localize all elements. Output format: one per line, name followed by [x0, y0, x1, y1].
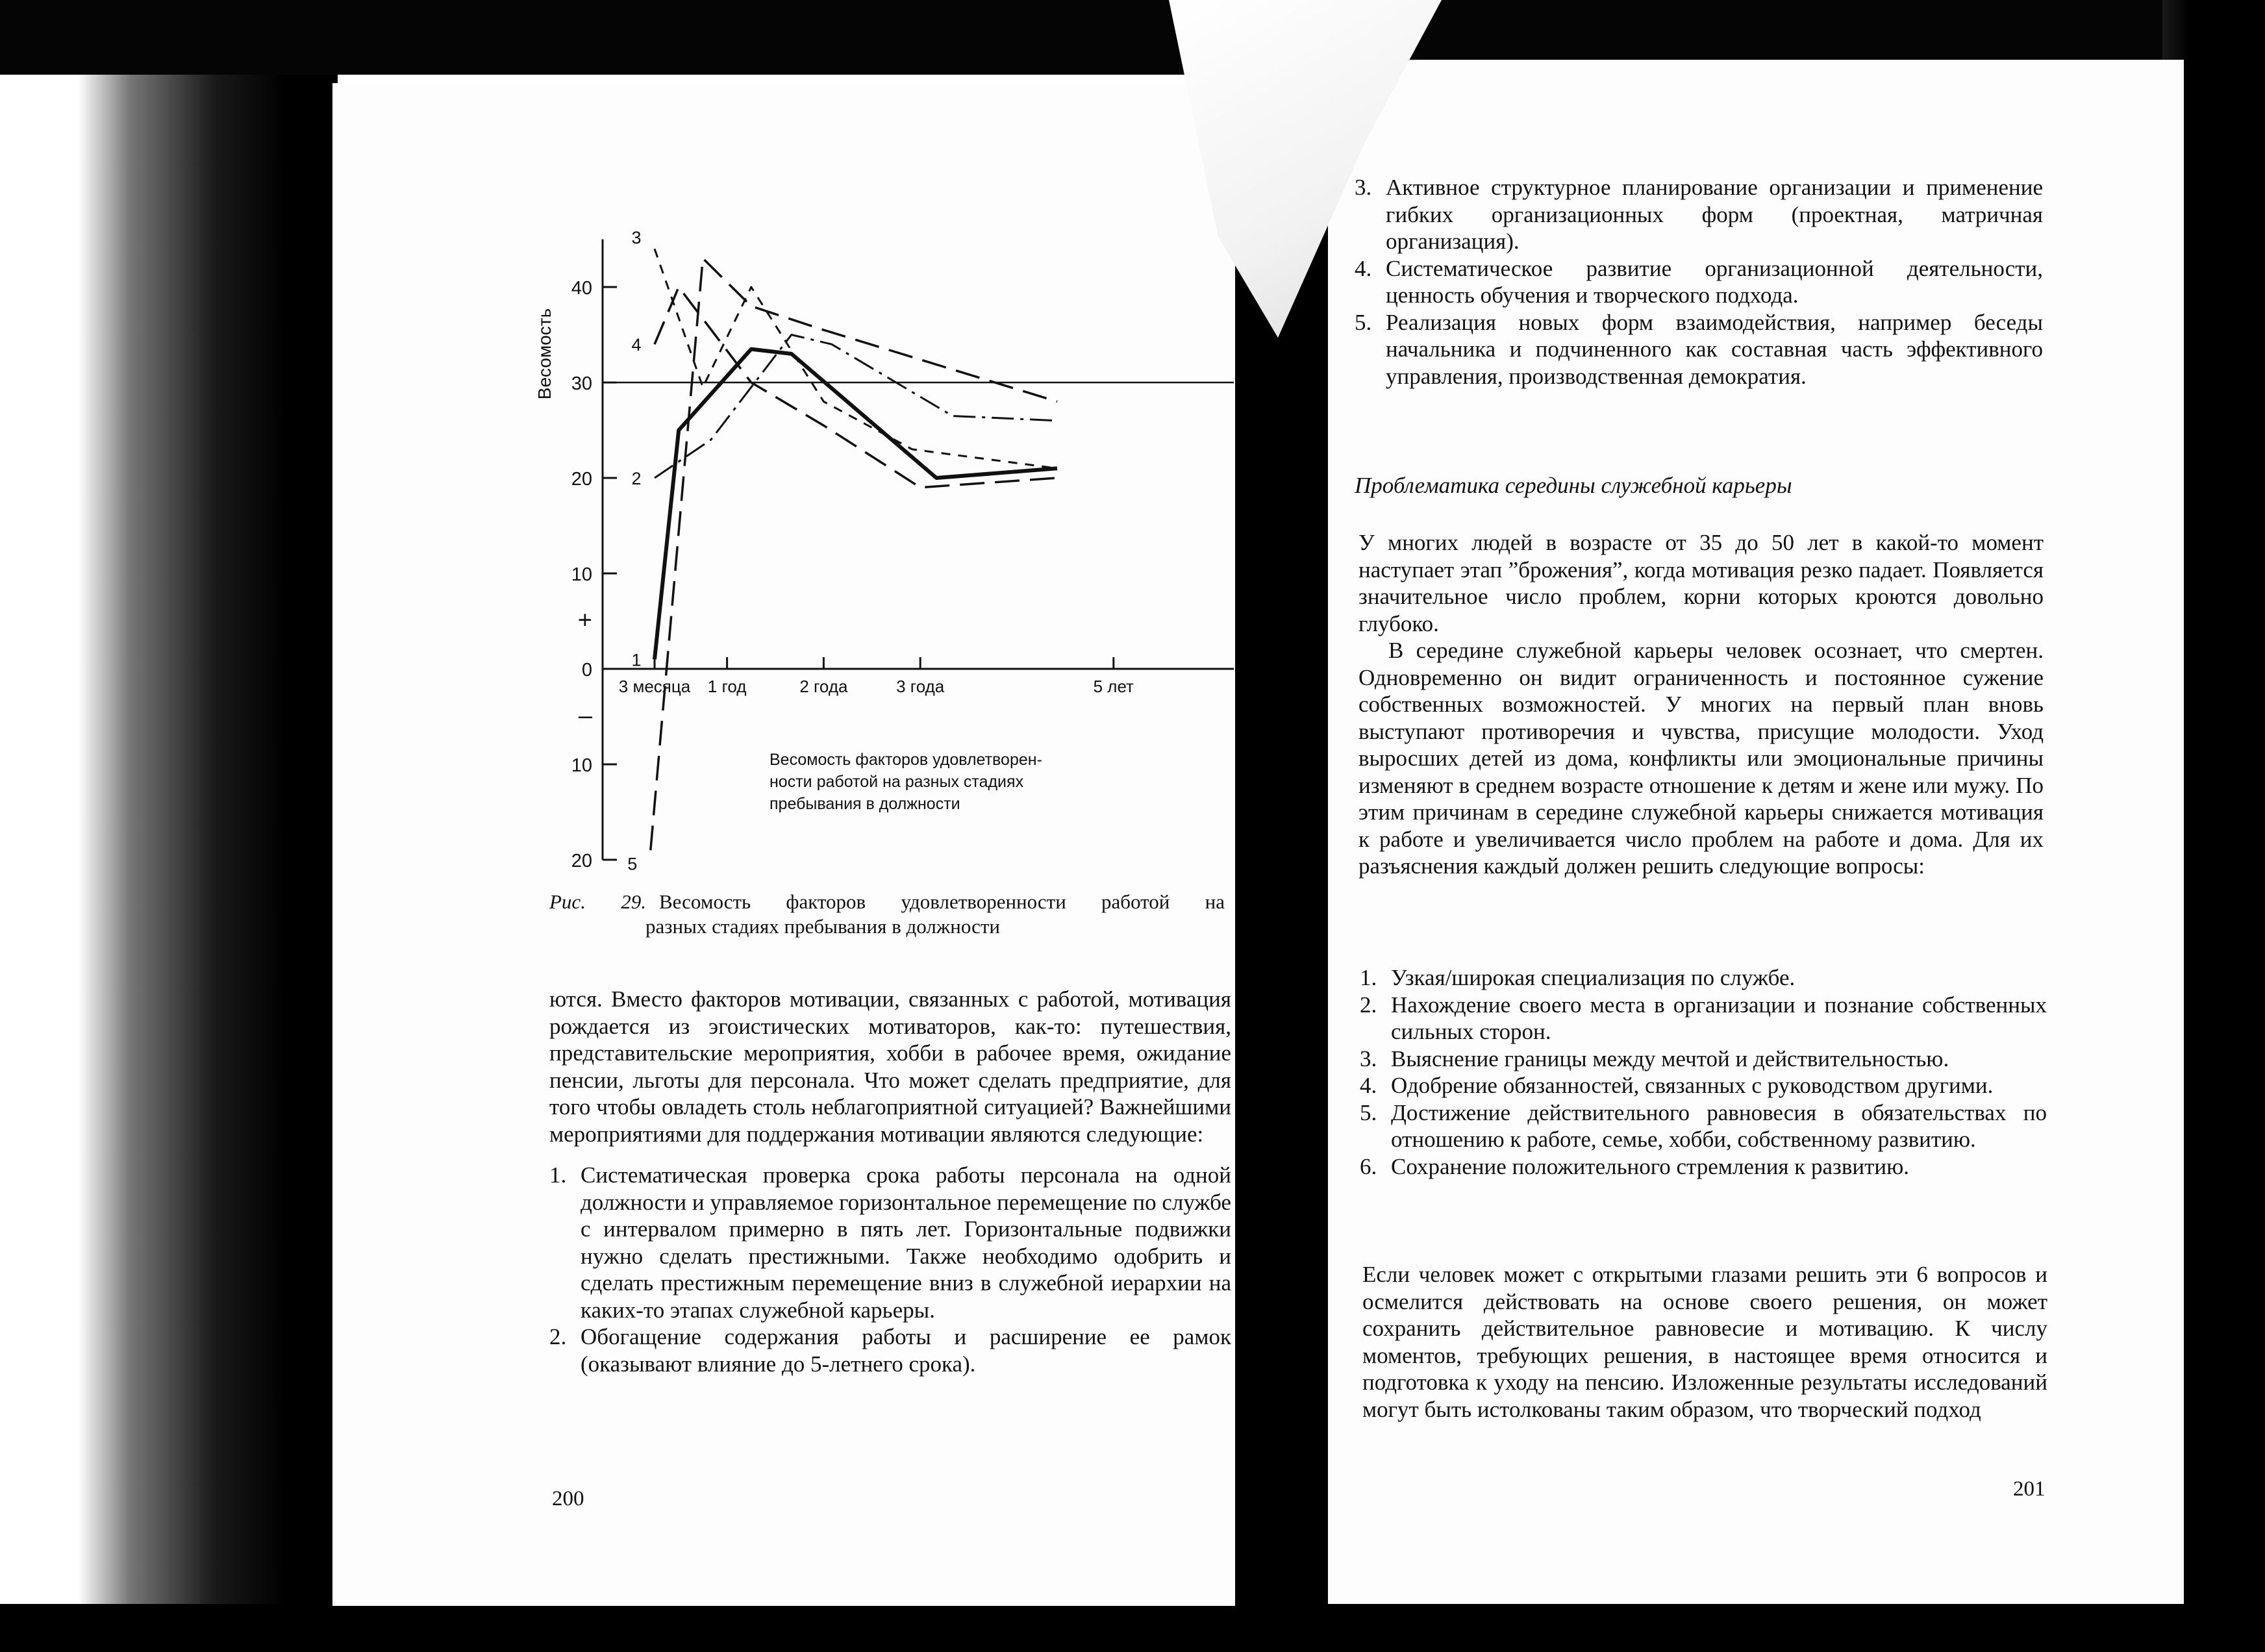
chart-series-label: 4	[631, 335, 642, 355]
list-item-number: 4.	[1355, 255, 1372, 281]
list-item-number: 5.	[1360, 1099, 1377, 1125]
chart-y-tick-label: 40	[571, 278, 592, 299]
chart-x-tick-label: 3 года	[896, 677, 945, 696]
list-item	[1355, 255, 2043, 309]
list-item	[1360, 1099, 2047, 1153]
list-item	[1360, 992, 2047, 1045]
right-questions-block	[1360, 964, 2047, 1180]
chart-series-label: 2	[631, 469, 642, 488]
satisfaction-chart	[507, 214, 1234, 877]
left-measures-list	[549, 1162, 1231, 1377]
right-closing-block	[1362, 1261, 2047, 1423]
list-item-text: Достижение действительного равновесия в обязательствах по отношению к работе, семье, хобби, собственному развитию.	[1391, 1099, 2047, 1152]
figure-caption-line-2: разных стадиях пребывания в должности	[645, 915, 1001, 938]
chart-series-label: 1	[631, 650, 642, 670]
right-measures-list	[1355, 174, 2043, 390]
list-item	[1355, 309, 2043, 390]
page-number-right: 201	[2013, 1477, 2046, 1501]
list-item	[1355, 174, 2043, 255]
list-item-text: Обогащение содержания работы и расширение ее рамок (оказывают влияние до 5-летнего срока).	[581, 1324, 1231, 1377]
list-item-number: 6.	[1360, 1153, 1377, 1179]
list-item-text: Реализация новых форм взаимодействия, например беседы начальника и подчиненного как составная часть эффективного управления, производственная демократия.	[1386, 309, 2043, 389]
list-item-number: 1.	[549, 1162, 567, 1188]
chart-x-tick-label: 2 года	[799, 677, 848, 696]
list-item-text: Нахождение своего места в организации и познание собственных сильных сторон.	[1391, 992, 2047, 1044]
list-item-text: Активное структурное планирование организации и применение гибких организационных форм (проектная, матричная организация).	[1386, 175, 2043, 254]
right-page-top-list-block	[1355, 174, 2043, 390]
list-item	[549, 1323, 1231, 1377]
left-paragraph: ются. Вместо факторов мотивации, связанных с работой, мотивация рождается из эгоистических мотиваторов, как-то: путешествия, представительские мероприятия, хобби в рабочее время, ожидание пенсии, льготы для персонала. Что может сделать предприятие, для того чтобы овладеть столь неблагоприятной ситуацией? Важнейшими мероприятиями для поддержания мотивации являются следующие:	[549, 986, 1231, 1147]
list-item	[549, 1162, 1231, 1323]
chart-y-tick-label: –	[578, 702, 592, 730]
right-paragraph-2: В середине служебной карьеры человек осознает, что смертен. Одновременно он видит ограниченность и постоянное сужение собственных возможностей. У многих на первый план вновь выступают противоречия и чувства, присущие молодости. Уход выросших детей из дома, конфликты или эмоциональные причины изменяют в среднем возрасте отношение к детям и жене или мужу. По этим причинам в середине служебной карьеры снижается мотивация к работе и увеличивается число проблем на работе и дома. Для их разъяснения каждый должен решить следующие вопросы:	[1358, 638, 2044, 879]
page-number-left: 200	[552, 1487, 584, 1510]
list-item-text: Выяснение границы между мечтой и действительностью.	[1391, 1045, 1949, 1071]
chart-y-tick-label: 30	[571, 373, 592, 394]
chart-series-label: 3	[631, 228, 642, 248]
right-page-body	[1358, 529, 2044, 880]
list-item-number: 4.	[1360, 1073, 1377, 1098]
list-item	[1360, 964, 2047, 992]
chart-legend-line-3: пребывания в должности	[770, 795, 960, 813]
section-heading: Проблематика середины служебной карьеры	[1355, 473, 1792, 498]
list-item-number: 2.	[1360, 992, 1377, 1018]
list-item	[1360, 1153, 2047, 1181]
list-item-text: Узкая/широкая специализация по службе.	[1391, 965, 1796, 990]
left-page-body	[549, 986, 1231, 1377]
chart-y-tick-label: +	[577, 607, 592, 634]
chart-x-tick-label: 3 месяца	[618, 677, 691, 696]
chart-x-tick-label: 5 лет	[1093, 677, 1134, 696]
list-item-text: Сохранение положительного стремления к развитию.	[1391, 1153, 1910, 1179]
right-paragraph-1: У многих людей в возрасте от 35 до 50 лет в какой-то момент наступает этап ”брожения”, когда мотивация резко падает. Появляется значительное число проблем, корни которых кроются довольно глубоко.	[1358, 530, 2044, 636]
list-item-number: 3.	[1355, 175, 1372, 200]
scan-shadow-left	[0, 0, 338, 1652]
list-item-text: Систематическое развитие организационной деятельности, ценность обучения и творческого подхода.	[1386, 255, 2043, 308]
list-item-number: 1.	[1360, 965, 1377, 990]
chart-y-tick-label: 10	[571, 755, 592, 776]
chart-series-label: 5	[627, 854, 638, 874]
figure-caption-line-1: Весомость факторов удовлетворенности работой на	[658, 890, 1225, 913]
chart-legend-line-2: ности работой на разных стадиях	[770, 773, 1024, 791]
scan-shadow-bottom	[0, 1604, 2265, 1652]
chart-y-tick-label: 0	[581, 660, 592, 681]
chart-series-line-2	[655, 335, 1057, 479]
chart-y-tick-label: 10	[571, 564, 592, 585]
list-item-text: Одобрение обязанностей, связанных с руководством другими.	[1391, 1073, 1994, 1098]
list-item	[1360, 1072, 2047, 1099]
chart-y-tick-label: 20	[571, 851, 592, 871]
list-item-number: 3.	[1360, 1045, 1377, 1071]
chart-legend-line-1: Весомость факторов удовлетворен-	[770, 751, 1042, 769]
chart-series-line-1	[655, 349, 1057, 660]
chart-y-axis-label: Весомость	[534, 308, 555, 400]
figure-label: Рис. 29.	[549, 890, 646, 913]
questions-list	[1360, 964, 2047, 1180]
chart-x-tick-label: 1 год	[707, 677, 747, 696]
list-item	[1360, 1045, 2047, 1073]
list-item-number: 5.	[1355, 309, 1372, 335]
list-item-number: 2.	[549, 1324, 567, 1349]
right-paragraph-3: Если человек может с открытыми глазами решить эти 6 вопросов и осмелится действовать на основе своего решения, он может сохранить действительное равновесие и мотивацию. К числу моментов, требующих решения, в настоящее время относится и подготовка к уходу на пенсию. Изложенные результаты исследований могут быть истолкованы таким образом, что творческий подход	[1362, 1262, 2047, 1422]
chart-y-tick-label: 20	[571, 469, 592, 490]
list-item-text: Систематическая проверка срока работы персонала на одной должности и управляемое горизонтальное перемещение по службе с интервалом примерно в пять лет. Горизонтальные подвижки нужно сделать престижными. Также необходимо одобрить и сделать престижным перемещение вниз в служебной иерархии на каких-то этапах служебной карьеры.	[581, 1162, 1232, 1323]
figure-caption	[549, 890, 1225, 939]
